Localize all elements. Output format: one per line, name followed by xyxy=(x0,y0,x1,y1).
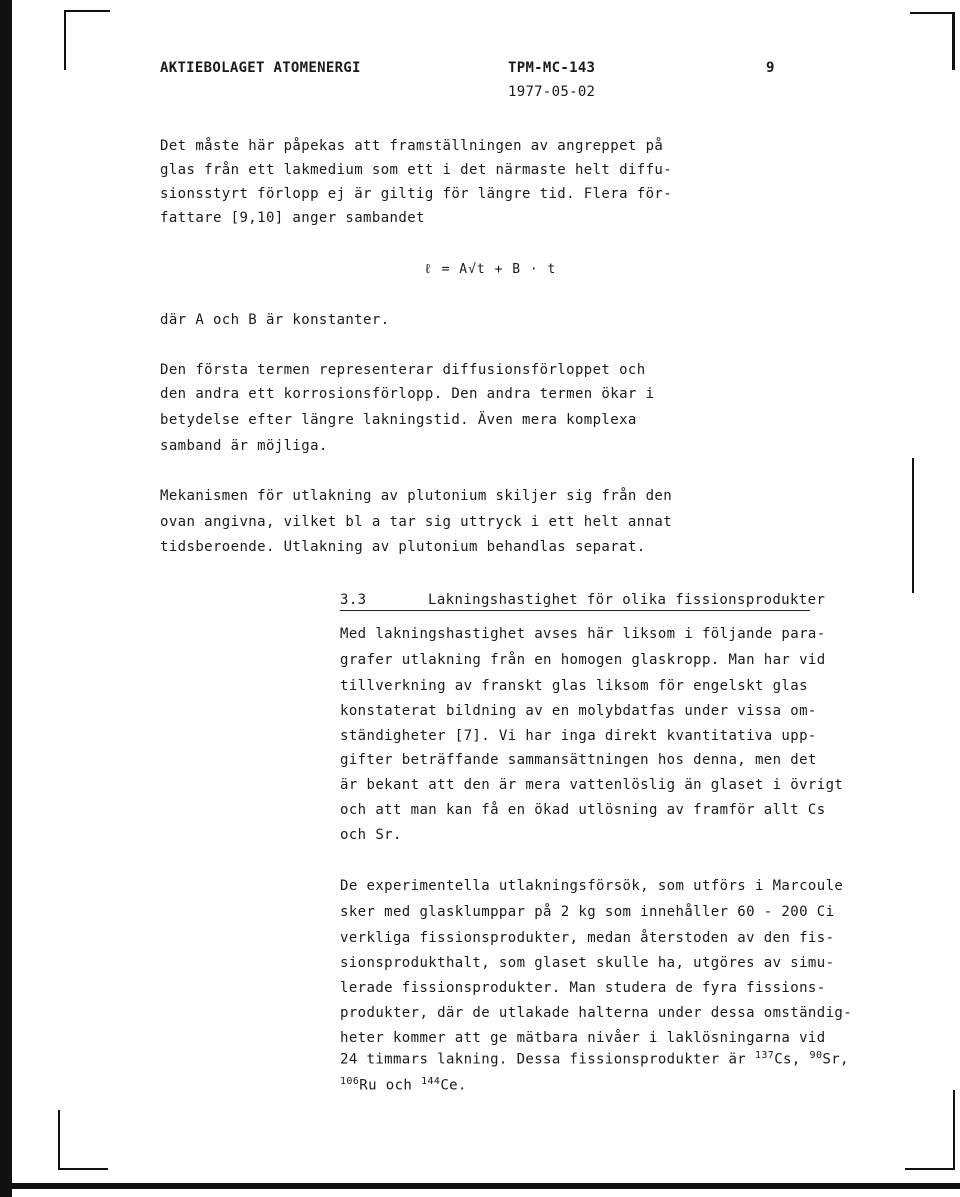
scan-left-edge xyxy=(0,0,12,1197)
isotope-mass: 106 xyxy=(340,1076,360,1087)
paragraph-line: De experimentella utlakningsförsök, som utförs i Marcoule xyxy=(340,878,844,894)
paragraph-line: ovan angivna, vilket bl a tar sig uttryck i ett helt annat xyxy=(160,514,673,530)
isotope-symbol: Sr, xyxy=(822,1051,849,1068)
scan-right-mark xyxy=(912,458,914,593)
scan-bottom-right-bracket xyxy=(905,1168,955,1170)
paragraph-line: sionsstyrt förlopp ej är giltig för längre tid. Flera för- xyxy=(160,186,673,202)
scan-top-right-vertical xyxy=(952,12,955,70)
paragraph-line: och att man kan få en ökad utlösning av framför allt Cs xyxy=(340,802,826,818)
paragraph-line: produkter, där de utlakade halterna under dessa omständig- xyxy=(340,1005,853,1021)
scan-top-left-vertical xyxy=(64,10,66,70)
paragraph-line: Det måste här påpekas att framställningen av angreppet på xyxy=(160,138,664,154)
report-number: TPM-MC-143 xyxy=(508,60,596,76)
isotope-symbol: Ce. xyxy=(440,1077,467,1094)
paragraph-line: tidsberoende. Utlakning av plutonium behandlas separat. xyxy=(160,539,646,555)
scan-bottom-right-vertical xyxy=(953,1090,955,1170)
paragraph-line: och Sr. xyxy=(340,827,402,843)
formula: ℓ = A√t + B · t xyxy=(424,262,557,277)
paragraph-line: sionsprodukthalt, som glaset skulle ha, utgöres av simu- xyxy=(340,955,835,971)
paragraph-line: grafer utlakning från en homogen glaskropp. Man har vid xyxy=(340,652,826,668)
paragraph-line: gifter beträffande sammansättningen hos denna, men det xyxy=(340,752,817,768)
paragraph-line: samband är möjliga. xyxy=(160,438,328,454)
paragraph-line: konstaterat bildning av en molybdatfas under vissa om- xyxy=(340,703,817,719)
isotope-mass: 144 xyxy=(421,1076,441,1087)
paragraph-line-isotopes xyxy=(340,1076,467,1094)
isotope-symbol: Cs, xyxy=(774,1051,810,1068)
isotope-text: 24 timmars lakning. Dessa fissionsprodukter är xyxy=(340,1051,755,1068)
paragraph-line: lerade fissionsprodukter. Man studera de fyra fissions- xyxy=(340,980,826,996)
section-underline xyxy=(340,610,810,611)
isotope-mass: 137 xyxy=(754,1050,775,1061)
scan-bottom-left-vertical xyxy=(58,1110,60,1170)
paragraph-line: där A och B är konstanter. xyxy=(160,312,390,328)
paragraph-line: tillverkning av franskt glas liksom för engelskt glas xyxy=(340,678,808,694)
company-name: AKTIEBOLAGET ATOMENERGI xyxy=(160,60,361,76)
paragraph-line: Den första termen representerar diffusionsförloppet och xyxy=(160,362,646,378)
paragraph-line: Mekanismen för utlakning av plutonium skiljer sig från den xyxy=(160,488,673,504)
paragraph-line: fattare [9,10] anger sambandet xyxy=(160,210,425,226)
paragraph-line: heter kommer att ge mätbara nivåer i laklösningarna vid xyxy=(340,1030,826,1046)
scan-top-right-bracket xyxy=(910,12,954,14)
paragraph-line-isotopes xyxy=(340,1050,849,1068)
paragraph-line: ständigheter [7]. Vi har inga direkt kvantitativa upp- xyxy=(340,728,817,744)
paragraph-line: Med lakningshastighet avses här liksom i följande para- xyxy=(340,626,826,642)
section-number: 3.3 xyxy=(340,592,367,608)
paragraph-line: är bekant att den är mera vattenlöslig än glaset i övrigt xyxy=(340,777,844,793)
paragraph-line: glas från ett lakmedium som ett i det närmaste helt diffu- xyxy=(160,162,673,178)
scan-top-left-bracket xyxy=(64,10,110,12)
paragraph-line: sker med glasklumppar på 2 kg som innehåller 60 - 200 Ci xyxy=(340,904,835,920)
paragraph-line: verkliga fissionsprodukter, medan återstoden av den fis- xyxy=(340,930,835,946)
isotope-mass: 90 xyxy=(809,1050,823,1061)
page-number: 9 xyxy=(766,60,775,76)
scan-bottom-edge xyxy=(0,1183,960,1189)
isotope-symbol: Ru och xyxy=(359,1077,422,1094)
paragraph-line: den andra ett korrosionsförlopp. Den andra termen ökar i xyxy=(160,386,655,402)
paragraph-line: betydelse efter längre lakningstid. Även mera komplexa xyxy=(160,412,637,428)
section-title: Lakningshastighet för olika fissionsprodukter xyxy=(428,592,826,608)
scan-bottom-left-bracket xyxy=(58,1168,108,1170)
report-date: 1977-05-02 xyxy=(508,84,596,100)
